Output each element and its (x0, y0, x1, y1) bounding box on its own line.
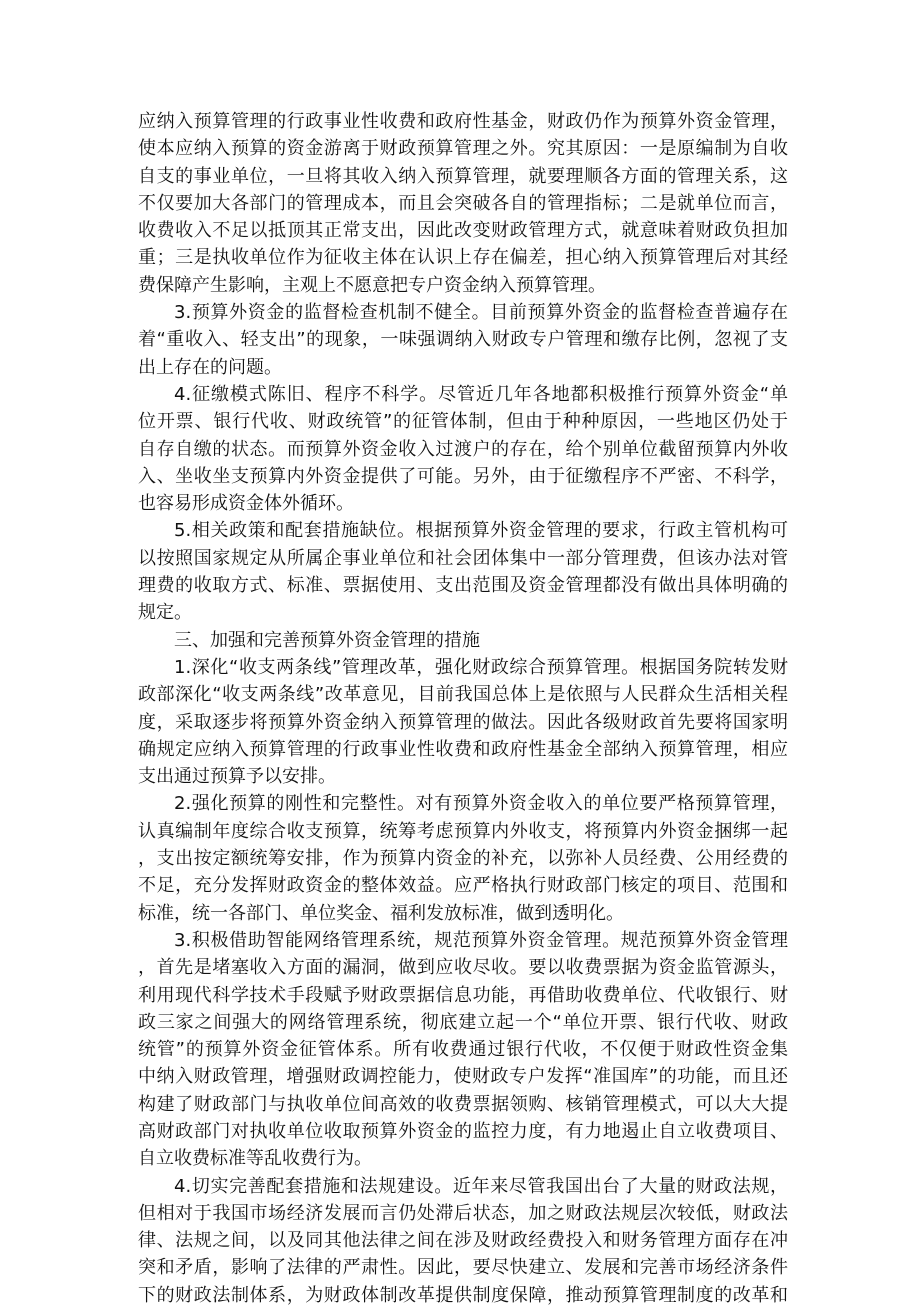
text-line: 2.强化预算的刚性和完整性。对有预算外资金收入的单位要严格预算管理， (174, 793, 788, 815)
text-line: 规定。 (138, 602, 192, 624)
text-line: 律、法规之间，以及同其他法律之间在涉及财政经费投入和财务管理方面存在冲 (138, 1230, 788, 1252)
text-line: 3.积极借助智能网络管理系统，规范预算外资金管理。规范预算外资金管理 (174, 929, 788, 951)
text-line: 重；三是执收单位作为征收主体在认识上存在偏差，担心纳入预算管理后对其经 (138, 247, 788, 269)
text-line: 不仅要加大各部门的管理成本，而且会突破各自的管理指标；二是就单位而言， (138, 192, 788, 214)
text-line: 使本应纳入预算的资金游离于财政预算管理之外。究其原因：一是原编制为自收 (138, 138, 788, 160)
text-line: 收费收入不足以抵顶其正常支出，因此改变财政管理方式，就意味着财政负担加 (138, 220, 788, 242)
text-line: 4.切实完善配套措施和法规建设。近年来尽管我国出台了大量的财政法规， (174, 1175, 788, 1197)
text-line: 理费的收取方式、标准、票据使用、支出范围及资金管理都没有做出具体明确的 (138, 575, 788, 597)
text-line: 确规定应纳入预算管理的行政事业性收费和政府性基金全部纳入预算管理，相应 (138, 738, 788, 760)
text-line: 但相对于我国市场经济发展而言仍处滞后状态，加之财政法规层次较低，财政法 (138, 1202, 788, 1224)
text-line: 以按照国家规定从所属企事业单位和社会团体集中一部分管理费，但该办法对管 (138, 547, 788, 569)
text-line: ，支出按定额统筹安排，作为预算内资金的补充，以弥补人员经费、公用经费的 (138, 848, 788, 870)
text-line: 下的财政法制体系，为财政体制改革提供制度保障，推动预算管理制度的改革和 (138, 1284, 788, 1306)
text-line: 政三家之间强大的网络管理系统，彻底建立起一个“单位开票、银行代收、财政 (138, 1011, 788, 1033)
text-line: 统管”的预算外资金征管体系。所有收费通过银行代收，不仅便于财政性资金集 (138, 1039, 788, 1061)
text-line: 自支的事业单位，一旦将其收入纳入预算管理，就要理顺各方面的管理关系，这 (138, 165, 788, 187)
text-line: 标准，统一各部门、单位奖金、福利发放标准，做到透明化。 (138, 902, 624, 924)
text-line: 自存自缴的状态。而预算外资金收入过渡户的存在，给个别单位截留预算内外收 (138, 438, 788, 460)
text-line: 自立收费标准等乱收费行为。 (138, 1148, 372, 1170)
document-page (138, 108, 788, 1309)
text-line: ，首先是堵塞收入方面的漏洞，做到应收尽收。要以收费票据为资金监管源头， (138, 957, 788, 979)
text-line: 3.预算外资金的监督检查机制不健全。目前预算外资金的监督检查普遍存在 (174, 302, 788, 324)
text-line: 认真编制年度综合收支预算，统筹考虑预算内外收支，将预算内外资金捆绑一起 (138, 820, 788, 842)
text-line: 支出通过预算予以安排。 (138, 766, 336, 788)
text-line: 1.深化“收支两条线”管理改革，强化财政综合预算管理。根据国务院转发财 (174, 656, 788, 678)
text-line: 三、加强和完善预算外资金管理的措施 (174, 629, 480, 651)
text-line: 着“重收入、轻支出”的现象，一味强调纳入财政专户管理和缴存比例，忽视了支 (138, 329, 788, 351)
text-line: 中纳入财政管理，增强财政调控能力，使财政专户发挥“准国库”的功能，而且还 (138, 1066, 788, 1088)
text-line: 位开票、银行代收、财政统管”的征管体制，但由于种种原因，一些地区仍处于 (138, 411, 788, 433)
text-line: 突和矛盾，影响了法律的严肃性。因此，要尽快建立、发展和完善市场经济条件 (138, 1257, 788, 1279)
text-line: 费保障产生影响，主观上不愿意把专户资金纳入预算管理。 (138, 274, 606, 296)
text-line: 也容易形成资金体外循环。 (138, 493, 354, 515)
text-line: 入、坐收坐支预算内外资金提供了可能。另外，由于征缴程序不严密、不科学， (138, 465, 788, 487)
text-line: 4.征缴模式陈旧、程序不科学。尽管近几年各地都积极推行预算外资金“单 (174, 383, 788, 405)
text-line: 不足，充分发挥财政资金的整体效益。应严格执行财政部门核定的项目、范围和 (138, 875, 788, 897)
text-line: 高财政部门对执收单位收取预算外资金的监控力度，有力地遏止自立收费项目、 (138, 1120, 788, 1142)
text-line: 5.相关政策和配套措施缺位。根据预算外资金管理的要求，行政主管机构可 (174, 520, 788, 542)
text-line: 应纳入预算管理的行政事业性收费和政府性基金，财政仍作为预算外资金管理， (138, 111, 788, 132)
text-line: 政部深化“收支两条线”改革意见，目前我国总体上是依照与人民群众生活相关程 (138, 684, 788, 706)
text-line: 构建了财政部门与执收单位间高效的收费票据领购、核销管理模式，可以大大提 (138, 1093, 788, 1115)
text-line: 出上存在的问题。 (138, 356, 282, 378)
text-line: 利用现代科学技术手段赋予财政票据信息功能，再借助收费单位、代收银行、财 (138, 984, 788, 1006)
text-line: 度，采取逐步将预算外资金纳入预算管理的做法。因此各级财政首先要将国家明 (138, 711, 788, 733)
